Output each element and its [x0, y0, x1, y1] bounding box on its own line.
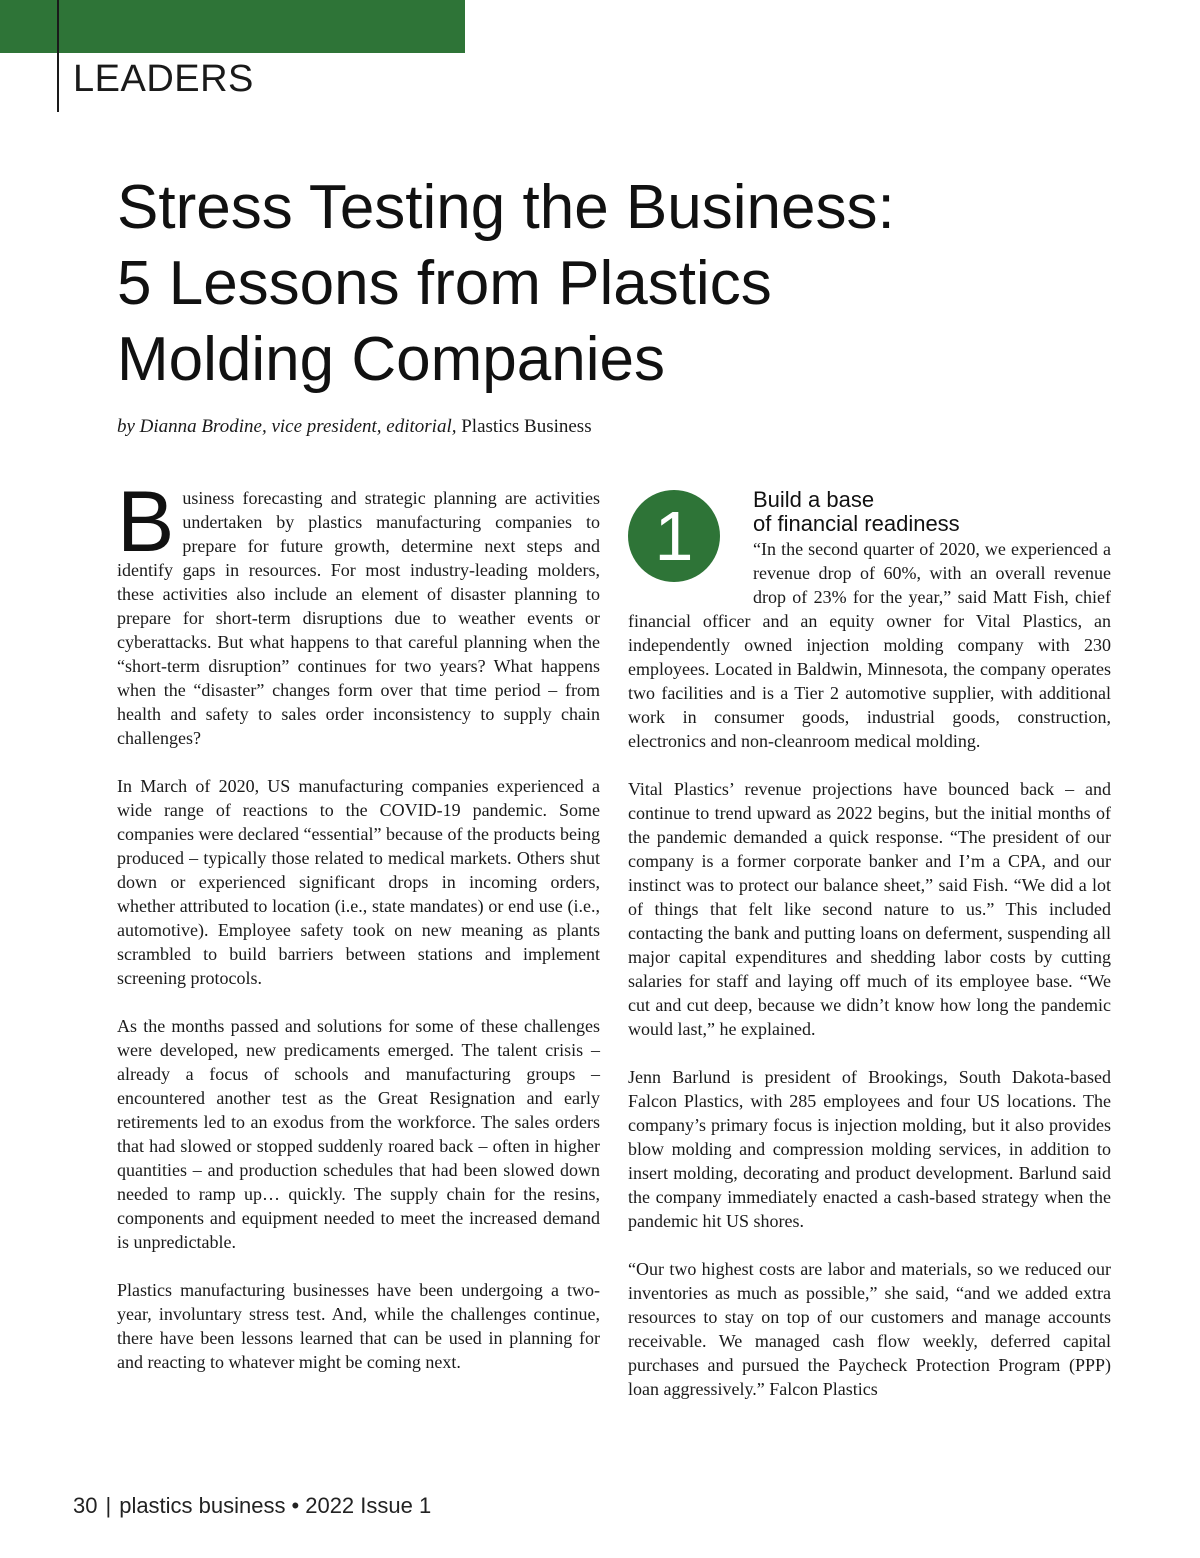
body-paragraph: “In the second quarter of 2020, we experienced a revenue drop of 60%, with an overall revenue drop of 23% for the year,” said Matt Fish, chief financial officer and an equity owner for Vital Plastics, an independently owned injection molding company with 230 employees. Located in Baldwin, Minnesota, the company operates two facilities and is a Tier 2 automotive supplier, with additional work in consumer goods, industrial goods, construction, electronics and non-cleanroom medical molding. [628, 539, 1111, 751]
title-line-1: Stress Testing the Business: [117, 173, 895, 242]
drop-cap: B [117, 474, 175, 570]
right-column [628, 488, 1111, 1425]
left-column [117, 474, 600, 1398]
lesson-heading-line-2: of financial readiness [753, 511, 960, 536]
title-line-2: 5 Lessons from Plastics [117, 249, 772, 318]
byline [117, 416, 592, 438]
lesson-number-badge: 1 [628, 490, 720, 582]
article-title [117, 170, 1017, 398]
footer-separator: | [105, 1493, 112, 1518]
byline-author: by Dianna Brodine, vice president, editorial, [117, 416, 457, 437]
footer-bullet: • [291, 1493, 300, 1518]
body-paragraph: As the months passed and solutions for some of these challenges were developed, new predicaments emerged. The talent crisis – already a focus of schools and manufacturing groups – encountered another test as the Great Resignation and early retirements led to an exodus from the workforce. The sales orders that had slowed or stopped suddenly roared back – often in higher quantities – and production schedules that had been slowed down needed to ramp up… quickly. The supply chain for the resins, components and equipment needed to meet the increased demand is unpredictable. [117, 1016, 600, 1252]
lesson-heading-line-1: Build a base [753, 487, 875, 512]
intro-paragraph [117, 474, 600, 750]
body-paragraph: Plastics manufacturing businesses have been undergoing a two-year, involuntary stress test. And, while the challenges continue, there have been lessons learned that can be used in planning for and reacting to whatever might be coming next. [117, 1280, 600, 1372]
body-paragraph: Vital Plastics’ revenue projections have bounced back – and continue to trend upward as 2022 begins, but the initial months of the pandemic demanded a quick response. “The president of our company is a former corporate banker and I’m a CPA, and our instinct was to protect our balance sheet,” said Fish. “We did a lot of things that felt like second nature to us.” This included contacting the bank and putting loans on deferment, suspending all major capital expenditures and shedding labor costs by cutting salaries for staff and laying off much of its employee base. “We cut and cut deep, because we didn’t know how long the pandemic would last,” he explained. [628, 779, 1111, 1039]
footer-issue: 2022 Issue 1 [305, 1493, 432, 1518]
footer-publication: plastics business [119, 1493, 286, 1518]
body-paragraph: “Our two highest costs are labor and materials, so we reduced our inventories as much as possible,” she said, “and we added extra resources to stay on top of our customers and manage accounts receivable. We managed cash flow weekly, deferred capital purchases and pursued the Paycheck Protection Program (PPP) loan aggressively.” Falcon Plastics [628, 1259, 1111, 1399]
page-number: 30 [73, 1493, 98, 1518]
intro-text: usiness forecasting and strategic planning are activities undertaken by plastics manufacturing companies to prepare for future growth, determine next steps and identify gaps in resources. For most industry-leading molders, these activities also include an element of disaster planning to prepare for short-term disruptions due to weather events or cyberattacks. But what happens to that careful planning when the “short-term disruption” continues for two years? What happens when the “disaster” changes form over that time period – from health and safety to sales order inconsistency to supply chain challenges? [117, 488, 600, 748]
body-paragraph: In March of 2020, US manufacturing companies experienced a wide range of reactions to the COVID-19 pandemic. Some companies were declared “essential” because of the products being produced – typically those related to medical markets. Others shut down or experienced significant drops in incoming orders, whether attributed to location (i.e., state mandates) or end use (i.e., automotive). Employee safety took on new meaning as plants scrambled to build barriers between stations and implement screening protocols. [117, 776, 600, 988]
title-line-3: Molding Companies [117, 325, 665, 394]
section-label: LEADERS [73, 58, 254, 100]
body-paragraph: Jenn Barlund is president of Brookings, South Dakota-based Falcon Plastics, with 285 employees and four US locations. The company’s primary focus is injection molding, but it also provides blow molding and compression molding services, in addition to insert molding, decorating and product development. Barlund said the company immediately enacted a cash-based strategy when the pandemic hit US shores. [628, 1067, 1111, 1231]
section-divider [57, 0, 59, 112]
header-color-bar [0, 0, 465, 53]
byline-publication: Plastics Business [461, 416, 592, 437]
page-footer [73, 1493, 431, 1519]
